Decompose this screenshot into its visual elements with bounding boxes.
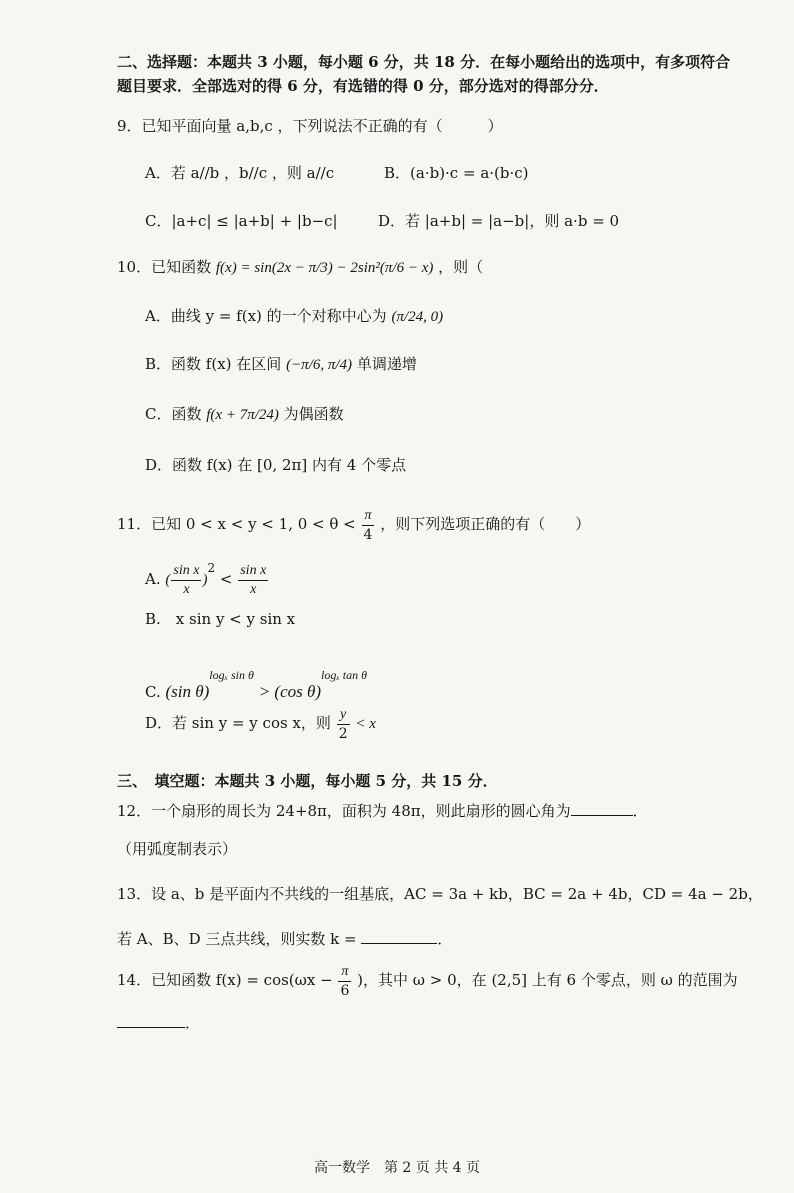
q11-option-c-op: > (cos θ) xyxy=(258,682,322,701)
q10-option-a-prefix: A．曲线 y = f(x) 的一个对称中心为 xyxy=(145,307,387,325)
q10-option-a xyxy=(145,306,443,327)
q14-fraction-numerator: π xyxy=(338,965,351,982)
q10-option-b-interval: (−π/6, π/4) xyxy=(286,357,353,373)
q14-fraction xyxy=(338,965,351,998)
q11-option-d-fraction-denominator: 2 xyxy=(338,725,348,742)
q11-option-b: B. x sin y < y sin x xyxy=(145,610,296,628)
q14-suffix: )，其中 ω > 0，在 (2,5] 上有 6 个零点，则 ω 的范围为 xyxy=(357,971,738,989)
q10-option-a-point: (π/24, 0) xyxy=(391,309,444,325)
q13-line2-text: 若 A、B、D 三点共线，则实数 k = xyxy=(117,930,357,948)
q10-stem-suffix: ，则（ xyxy=(438,258,484,276)
q12-answer-blank[interactable] xyxy=(571,815,633,816)
q12-line2: （用弧度制表示） xyxy=(117,840,238,858)
q11-option-a-lhs-fraction xyxy=(171,564,201,597)
q10-option-c-expression: f(x + 7π/24) xyxy=(206,407,279,423)
q10-option-d: D．函数 f(x) 在 [0, 2π] 内有 4 个零点 xyxy=(145,456,407,474)
q11-option-d-suffix: < x xyxy=(355,716,376,732)
q11-option-a-lhs-open: ( xyxy=(165,572,171,588)
q11-option-c-base1: (sin θ) xyxy=(165,682,210,701)
q11-stem-fraction xyxy=(362,509,375,542)
q10-option-b-suffix: 单调递增 xyxy=(356,355,417,373)
q10-stem-prefix: 10．已知函数 xyxy=(117,258,212,276)
q10-stem-expression: f(x) = sin(2x − π/3) − 2sin²(π/6 − x) xyxy=(215,260,434,276)
q11-stem-fraction-denominator: 4 xyxy=(363,526,373,543)
q11-stem-prefix: 11．已知 0 < x < y < 1, 0 < θ < xyxy=(117,515,356,533)
section2-header-line1: 二、选择题：本题共 3 小题，每小题 6 分，共 18 分．在每小题给出的选项中，有多项符合 xyxy=(117,53,731,71)
q14-line1 xyxy=(117,960,738,1000)
q11-option-c-exp2: logₓ tan θ xyxy=(321,668,367,682)
section2-header-line2: 题目要求．全部选对的得 6 分，有选错的得 0 分，部分选对的得部分分． xyxy=(117,77,609,95)
q9-stem: 9．已知平面向量 a,b,c ，下列说法不正确的有（ ） xyxy=(117,117,503,135)
q11-option-a-lhs-close: ) xyxy=(202,572,208,588)
q11-option-c-label: C. xyxy=(145,683,161,701)
q11-option-a-exponent: 2 xyxy=(207,561,216,575)
q14-fraction-denominator: 6 xyxy=(340,982,350,999)
q14-period: ． xyxy=(185,1014,201,1032)
q11-option-a-rhs-num: sin x xyxy=(238,564,268,581)
q11-option-a-rhs-fraction xyxy=(238,564,268,597)
q13-line1: 13．设 a、b 是平面内不共线的一组基底，AC = 3a + kb，BC = 2a + 4b，CD = 4a − 2b， xyxy=(117,885,763,903)
q12-text: 12．一个扇形的周长为 24+8π，面积为 48π，则此扇形的圆心角为 xyxy=(117,802,571,820)
q11-option-a-less-than: < xyxy=(219,570,233,588)
q10-option-c-prefix: C．函数 xyxy=(145,405,202,423)
q11-option-c xyxy=(145,658,367,709)
q10-option-c xyxy=(145,404,344,425)
q11-stem xyxy=(117,504,590,544)
q11-option-a-lhs-den: x xyxy=(183,581,190,597)
q14-prefix: 14．已知函数 f(x) = cos(ωx − xyxy=(117,971,333,989)
q9-option-c: C．|a+c| ≤ |a+b| + |b−c| xyxy=(145,212,338,230)
q11-option-a xyxy=(145,548,269,600)
q10-option-b-prefix: B．函数 f(x) 在区间 xyxy=(145,355,282,373)
q12-period: ． xyxy=(632,802,648,820)
q9-option-b: B．(a·b)·c = a·(b·c) xyxy=(384,164,529,182)
q11-option-a-lhs-num: sin x xyxy=(171,564,201,581)
q9-option-d: D．若 |a+b| = |a−b|，则 a·b = 0 xyxy=(378,212,620,230)
q11-option-c-exp1: logₓ sin θ xyxy=(209,668,254,682)
q11-stem-fraction-numerator: π xyxy=(362,509,375,526)
q14-line2 xyxy=(117,1013,200,1033)
q10-stem xyxy=(117,257,483,278)
q11-option-a-label: A. xyxy=(145,570,161,588)
q10-option-c-suffix: 为偶函数 xyxy=(283,405,344,423)
section3-header: 三、 填空题：本题共 3 小题，每小题 5 分，共 15 分． xyxy=(117,772,498,790)
q14-answer-blank[interactable] xyxy=(117,1027,185,1028)
q13-line2 xyxy=(117,929,452,949)
q12-line1 xyxy=(117,801,648,821)
q11-option-d xyxy=(145,703,376,744)
q9-option-a: A．若 a//b ，b//c ，则 a//c xyxy=(145,164,335,182)
q13-period: ． xyxy=(437,930,453,948)
q10-option-b xyxy=(145,354,417,375)
q13-answer-blank[interactable] xyxy=(361,943,437,944)
q11-option-d-fraction-numerator: y xyxy=(337,708,350,725)
q11-option-d-fraction xyxy=(337,708,350,741)
page-footer: 高一数学 第 2 页 共 4 页 xyxy=(313,1160,481,1176)
q11-option-a-rhs-den: x xyxy=(250,581,257,597)
q11-option-d-prefix: D．若 sin y = y cos x，则 xyxy=(145,714,331,732)
q11-stem-suffix: ，则下列选项正确的有（ ） xyxy=(380,515,591,533)
